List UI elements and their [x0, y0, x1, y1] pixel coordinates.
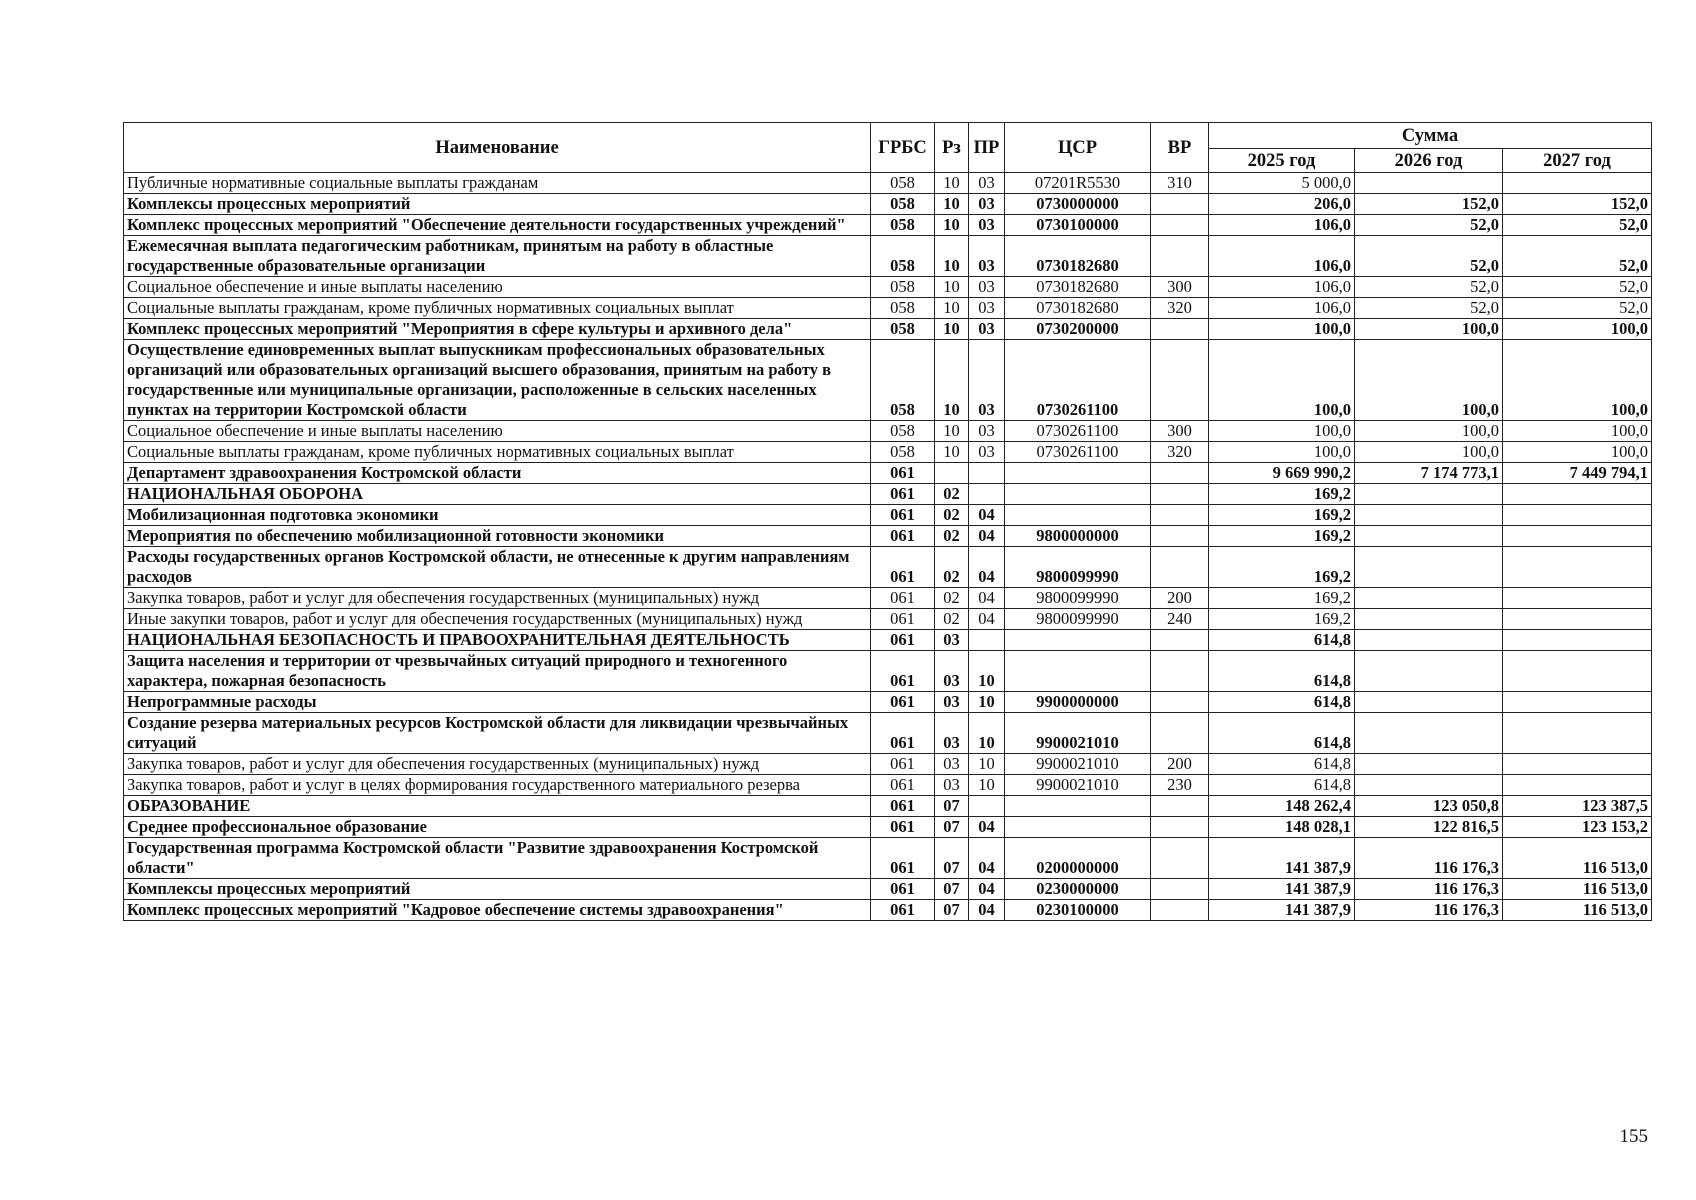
cell-vr — [1151, 838, 1209, 879]
cell-pr: 03 — [969, 194, 1005, 215]
cell-2026: 100,0 — [1355, 421, 1503, 442]
table-body — [124, 173, 1652, 921]
cell-2027: 123 153,2 — [1503, 817, 1652, 838]
cell-csr — [1005, 484, 1151, 505]
cell-csr: 9900021010 — [1005, 713, 1151, 754]
table-row — [124, 817, 1652, 838]
table-row — [124, 173, 1652, 194]
cell-grbs: 061 — [871, 692, 935, 713]
cell-2026: 100,0 — [1355, 319, 1503, 340]
cell-2026: 52,0 — [1355, 277, 1503, 298]
cell-grbs: 061 — [871, 817, 935, 838]
table-row — [124, 236, 1652, 277]
cell-2025: 106,0 — [1209, 236, 1355, 277]
cell-csr: 0730200000 — [1005, 319, 1151, 340]
cell-name: Комплексы процессных мероприятий — [124, 194, 871, 215]
cell-2025: 100,0 — [1209, 340, 1355, 421]
cell-grbs: 061 — [871, 609, 935, 630]
cell-name: Социальные выплаты гражданам, кроме публичных нормативных социальных выплат — [124, 298, 871, 319]
cell-csr: 9800000000 — [1005, 526, 1151, 547]
cell-name: Среднее профессиональное образование — [124, 817, 871, 838]
cell-rz: 02 — [935, 484, 969, 505]
budget-table — [123, 122, 1652, 921]
cell-csr: 0730000000 — [1005, 194, 1151, 215]
cell-csr: 0730182680 — [1005, 277, 1151, 298]
table-row — [124, 340, 1652, 421]
cell-pr: 03 — [969, 298, 1005, 319]
cell-pr: 04 — [969, 505, 1005, 526]
cell-csr: 9800099990 — [1005, 547, 1151, 588]
cell-grbs: 061 — [871, 588, 935, 609]
cell-name: Иные закупки товаров, работ и услуг для обеспечения государственных (муниципальных) нужд — [124, 609, 871, 630]
header-year-2026: 2026 год — [1355, 149, 1503, 173]
cell-2026 — [1355, 609, 1503, 630]
cell-2025: 169,2 — [1209, 547, 1355, 588]
cell-grbs: 058 — [871, 421, 935, 442]
cell-2025: 169,2 — [1209, 609, 1355, 630]
cell-csr: 0730182680 — [1005, 236, 1151, 277]
table-row — [124, 692, 1652, 713]
cell-pr: 03 — [969, 442, 1005, 463]
table-row — [124, 463, 1652, 484]
cell-grbs: 058 — [871, 194, 935, 215]
header-year-2025: 2025 год — [1209, 149, 1355, 173]
cell-name: Комплексы процессных мероприятий — [124, 879, 871, 900]
header-grbs: ГРБС — [871, 123, 935, 173]
cell-2026 — [1355, 526, 1503, 547]
cell-rz: 03 — [935, 630, 969, 651]
table-row — [124, 505, 1652, 526]
cell-vr — [1151, 817, 1209, 838]
cell-rz: 02 — [935, 526, 969, 547]
cell-2025: 169,2 — [1209, 526, 1355, 547]
cell-name: Государственная программа Костромской области "Развитие здравоохранения Костромской области" — [124, 838, 871, 879]
cell-rz: 03 — [935, 651, 969, 692]
cell-rz: 03 — [935, 775, 969, 796]
cell-rz: 10 — [935, 173, 969, 194]
table-row — [124, 215, 1652, 236]
cell-vr — [1151, 236, 1209, 277]
cell-2026 — [1355, 775, 1503, 796]
cell-vr: 200 — [1151, 588, 1209, 609]
header-sum: Сумма — [1209, 123, 1652, 149]
cell-2027 — [1503, 526, 1652, 547]
cell-grbs: 061 — [871, 879, 935, 900]
cell-2027: 7 449 794,1 — [1503, 463, 1652, 484]
cell-2025: 106,0 — [1209, 277, 1355, 298]
cell-2027 — [1503, 754, 1652, 775]
cell-2026: 100,0 — [1355, 442, 1503, 463]
cell-vr: 320 — [1151, 442, 1209, 463]
cell-2025: 100,0 — [1209, 319, 1355, 340]
cell-vr — [1151, 692, 1209, 713]
cell-2027 — [1503, 547, 1652, 588]
cell-pr: 03 — [969, 277, 1005, 298]
cell-name: Защита населения и территории от чрезвычайных ситуаций природного и техногенного характера, пожарная безопасность — [124, 651, 871, 692]
cell-pr: 04 — [969, 526, 1005, 547]
cell-rz: 07 — [935, 796, 969, 817]
cell-2027: 100,0 — [1503, 319, 1652, 340]
cell-pr: 04 — [969, 838, 1005, 879]
cell-pr: 04 — [969, 900, 1005, 921]
cell-grbs: 058 — [871, 340, 935, 421]
cell-2026: 123 050,8 — [1355, 796, 1503, 817]
cell-csr: 0730261100 — [1005, 340, 1151, 421]
cell-name: ОБРАЗОВАНИЕ — [124, 796, 871, 817]
cell-rz: 02 — [935, 547, 969, 588]
cell-name: Социальное обеспечение и иные выплаты населению — [124, 421, 871, 442]
cell-csr — [1005, 463, 1151, 484]
cell-pr: 04 — [969, 547, 1005, 588]
cell-pr: 04 — [969, 588, 1005, 609]
cell-pr: 10 — [969, 651, 1005, 692]
cell-2025: 106,0 — [1209, 215, 1355, 236]
cell-name: Создание резерва материальных ресурсов Костромской области для ликвидации чрезвычайных ситуаций — [124, 713, 871, 754]
cell-2027 — [1503, 775, 1652, 796]
cell-csr — [1005, 817, 1151, 838]
page-number: 155 — [1619, 1126, 1648, 1147]
cell-grbs: 061 — [871, 775, 935, 796]
cell-vr — [1151, 713, 1209, 754]
cell-vr — [1151, 900, 1209, 921]
cell-rz: 10 — [935, 442, 969, 463]
cell-grbs: 061 — [871, 630, 935, 651]
cell-2025: 614,8 — [1209, 775, 1355, 796]
table-row — [124, 713, 1652, 754]
cell-csr: 9800099990 — [1005, 588, 1151, 609]
cell-2025: 169,2 — [1209, 588, 1355, 609]
cell-vr — [1151, 463, 1209, 484]
cell-2027 — [1503, 630, 1652, 651]
table-row — [124, 775, 1652, 796]
cell-2025: 141 387,9 — [1209, 879, 1355, 900]
cell-rz: 10 — [935, 215, 969, 236]
cell-name: Департамент здравоохранения Костромской области — [124, 463, 871, 484]
cell-2025: 614,8 — [1209, 754, 1355, 775]
cell-pr: 03 — [969, 236, 1005, 277]
header-name: Наименование — [124, 123, 871, 173]
cell-grbs: 058 — [871, 442, 935, 463]
cell-name: Непрограммные расходы — [124, 692, 871, 713]
cell-2025: 169,2 — [1209, 505, 1355, 526]
cell-grbs: 061 — [871, 547, 935, 588]
cell-2025: 614,8 — [1209, 692, 1355, 713]
cell-vr — [1151, 630, 1209, 651]
cell-2025: 141 387,9 — [1209, 900, 1355, 921]
cell-2026: 52,0 — [1355, 298, 1503, 319]
cell-csr: 0730182680 — [1005, 298, 1151, 319]
cell-2025: 614,8 — [1209, 630, 1355, 651]
cell-grbs: 061 — [871, 713, 935, 754]
cell-csr — [1005, 651, 1151, 692]
cell-2027: 116 513,0 — [1503, 879, 1652, 900]
cell-rz: 10 — [935, 298, 969, 319]
header-vr: ВР — [1151, 123, 1209, 173]
cell-2026 — [1355, 588, 1503, 609]
cell-rz: 10 — [935, 340, 969, 421]
cell-name: Мобилизационная подготовка экономики — [124, 505, 871, 526]
cell-2027: 123 387,5 — [1503, 796, 1652, 817]
cell-2025: 148 262,4 — [1209, 796, 1355, 817]
cell-2027 — [1503, 505, 1652, 526]
cell-grbs: 061 — [871, 900, 935, 921]
cell-2026: 116 176,3 — [1355, 900, 1503, 921]
cell-2025: 106,0 — [1209, 298, 1355, 319]
cell-vr: 240 — [1151, 609, 1209, 630]
cell-name: Публичные нормативные социальные выплаты гражданам — [124, 173, 871, 194]
cell-2026 — [1355, 505, 1503, 526]
cell-2026 — [1355, 547, 1503, 588]
header-pr: ПР — [969, 123, 1005, 173]
cell-csr: 0230100000 — [1005, 900, 1151, 921]
cell-2026 — [1355, 692, 1503, 713]
cell-rz: 03 — [935, 754, 969, 775]
cell-2026 — [1355, 173, 1503, 194]
cell-rz: 02 — [935, 609, 969, 630]
cell-pr: 04 — [969, 879, 1005, 900]
cell-name: Осуществление единовременных выплат выпускникам профессиональных образовательных организаций или образовательных организаций высшего образования, принятым на работу в государственные или муниципальные организации, расположенные в сельских населенных пунктах на территории Костромской области — [124, 340, 871, 421]
cell-vr — [1151, 340, 1209, 421]
cell-csr — [1005, 505, 1151, 526]
cell-pr: 03 — [969, 173, 1005, 194]
cell-pr: 10 — [969, 713, 1005, 754]
cell-grbs: 061 — [871, 463, 935, 484]
table-row — [124, 319, 1652, 340]
cell-2027: 152,0 — [1503, 194, 1652, 215]
cell-vr: 320 — [1151, 298, 1209, 319]
cell-csr: 9900000000 — [1005, 692, 1151, 713]
cell-name: Закупка товаров, работ и услуг в целях формирования государственного материального резерва — [124, 775, 871, 796]
cell-pr: 10 — [969, 692, 1005, 713]
table-row — [124, 298, 1652, 319]
cell-2026 — [1355, 484, 1503, 505]
cell-grbs: 061 — [871, 526, 935, 547]
cell-pr — [969, 484, 1005, 505]
cell-2027: 100,0 — [1503, 421, 1652, 442]
cell-rz: 10 — [935, 277, 969, 298]
cell-2026 — [1355, 651, 1503, 692]
cell-pr: 03 — [969, 340, 1005, 421]
cell-pr: 04 — [969, 609, 1005, 630]
cell-vr — [1151, 319, 1209, 340]
cell-2026: 116 176,3 — [1355, 838, 1503, 879]
cell-2026 — [1355, 630, 1503, 651]
cell-pr — [969, 796, 1005, 817]
cell-pr: 10 — [969, 754, 1005, 775]
cell-vr — [1151, 505, 1209, 526]
cell-rz: 07 — [935, 900, 969, 921]
cell-csr — [1005, 630, 1151, 651]
cell-2025: 9 669 990,2 — [1209, 463, 1355, 484]
cell-pr — [969, 630, 1005, 651]
cell-vr — [1151, 215, 1209, 236]
cell-2026 — [1355, 754, 1503, 775]
cell-2025: 148 028,1 — [1209, 817, 1355, 838]
cell-name: НАЦИОНАЛЬНАЯ БЕЗОПАСНОСТЬ И ПРАВООХРАНИТЕЛЬНАЯ ДЕЯТЕЛЬНОСТЬ — [124, 630, 871, 651]
cell-2026: 100,0 — [1355, 340, 1503, 421]
cell-grbs: 058 — [871, 236, 935, 277]
cell-grbs: 061 — [871, 484, 935, 505]
cell-vr — [1151, 526, 1209, 547]
cell-vr — [1151, 651, 1209, 692]
cell-rz: 10 — [935, 319, 969, 340]
cell-grbs: 058 — [871, 298, 935, 319]
cell-grbs: 061 — [871, 796, 935, 817]
cell-rz: 02 — [935, 505, 969, 526]
cell-vr: 310 — [1151, 173, 1209, 194]
table-row — [124, 900, 1652, 921]
cell-csr — [1005, 796, 1151, 817]
cell-grbs: 058 — [871, 215, 935, 236]
cell-name: Закупка товаров, работ и услуг для обеспечения государственных (муниципальных) нужд — [124, 754, 871, 775]
cell-2027 — [1503, 692, 1652, 713]
cell-name: Комплекс процессных мероприятий "Мероприятия в сфере культуры и архивного дела" — [124, 319, 871, 340]
cell-grbs: 058 — [871, 319, 935, 340]
cell-vr — [1151, 796, 1209, 817]
cell-pr: 10 — [969, 775, 1005, 796]
cell-grbs: 058 — [871, 277, 935, 298]
cell-pr: 04 — [969, 817, 1005, 838]
cell-rz: 02 — [935, 588, 969, 609]
cell-name: Ежемесячная выплата педагогическим работникам, принятым на работу в областные государственные образовательные организации — [124, 236, 871, 277]
cell-grbs: 061 — [871, 754, 935, 775]
cell-2025: 614,8 — [1209, 651, 1355, 692]
cell-csr: 9900021010 — [1005, 754, 1151, 775]
cell-2027: 52,0 — [1503, 215, 1652, 236]
cell-2025: 169,2 — [1209, 484, 1355, 505]
cell-rz: 07 — [935, 838, 969, 879]
cell-rz: 07 — [935, 817, 969, 838]
table-row — [124, 526, 1652, 547]
cell-vr — [1151, 879, 1209, 900]
table-row — [124, 277, 1652, 298]
cell-vr — [1151, 547, 1209, 588]
cell-rz: 10 — [935, 421, 969, 442]
cell-vr: 300 — [1151, 277, 1209, 298]
cell-2026 — [1355, 713, 1503, 754]
cell-csr: 0730261100 — [1005, 421, 1151, 442]
table-row — [124, 651, 1652, 692]
cell-grbs: 061 — [871, 838, 935, 879]
cell-2027: 100,0 — [1503, 442, 1652, 463]
cell-csr: 0200000000 — [1005, 838, 1151, 879]
cell-vr: 230 — [1151, 775, 1209, 796]
cell-name: НАЦИОНАЛЬНАЯ ОБОРОНА — [124, 484, 871, 505]
cell-csr: 0730261100 — [1005, 442, 1151, 463]
table-row — [124, 609, 1652, 630]
cell-2025: 100,0 — [1209, 421, 1355, 442]
table-row — [124, 754, 1652, 775]
cell-2026: 116 176,3 — [1355, 879, 1503, 900]
cell-rz: 10 — [935, 194, 969, 215]
cell-2027 — [1503, 713, 1652, 754]
header-rz: Рз — [935, 123, 969, 173]
cell-vr — [1151, 484, 1209, 505]
cell-grbs: 061 — [871, 505, 935, 526]
cell-2026: 7 174 773,1 — [1355, 463, 1503, 484]
cell-csr: 0730100000 — [1005, 215, 1151, 236]
cell-2027: 52,0 — [1503, 298, 1652, 319]
cell-2027: 52,0 — [1503, 277, 1652, 298]
cell-name: Социальное обеспечение и иные выплаты населению — [124, 277, 871, 298]
cell-2025: 5 000,0 — [1209, 173, 1355, 194]
cell-2027: 116 513,0 — [1503, 900, 1652, 921]
cell-vr — [1151, 194, 1209, 215]
cell-rz: 07 — [935, 879, 969, 900]
cell-2027 — [1503, 588, 1652, 609]
table-row — [124, 194, 1652, 215]
table-row — [124, 588, 1652, 609]
table-row — [124, 442, 1652, 463]
cell-name: Комплекс процессных мероприятий "Кадровое обеспечение системы здравоохранения" — [124, 900, 871, 921]
cell-2025: 100,0 — [1209, 442, 1355, 463]
cell-name: Закупка товаров, работ и услуг для обеспечения государственных (муниципальных) нужд — [124, 588, 871, 609]
cell-2027: 116 513,0 — [1503, 838, 1652, 879]
cell-vr: 200 — [1151, 754, 1209, 775]
cell-rz: 03 — [935, 713, 969, 754]
header-csr: ЦСР — [1005, 123, 1151, 173]
cell-pr: 03 — [969, 319, 1005, 340]
cell-2027: 100,0 — [1503, 340, 1652, 421]
table-row — [124, 421, 1652, 442]
cell-name: Мероприятия по обеспечению мобилизационной готовности экономики — [124, 526, 871, 547]
table-row — [124, 547, 1652, 588]
cell-pr: 03 — [969, 421, 1005, 442]
cell-2025: 141 387,9 — [1209, 838, 1355, 879]
cell-2026: 122 816,5 — [1355, 817, 1503, 838]
header-year-2027: 2027 год — [1503, 149, 1652, 173]
cell-vr: 300 — [1151, 421, 1209, 442]
cell-csr: 07201R5530 — [1005, 173, 1151, 194]
cell-2026: 152,0 — [1355, 194, 1503, 215]
cell-grbs: 058 — [871, 173, 935, 194]
cell-name: Комплекс процессных мероприятий "Обеспечение деятельности государственных учреждений" — [124, 215, 871, 236]
cell-grbs: 061 — [871, 651, 935, 692]
cell-2027 — [1503, 173, 1652, 194]
cell-2026: 52,0 — [1355, 236, 1503, 277]
cell-2025: 614,8 — [1209, 713, 1355, 754]
cell-2026: 52,0 — [1355, 215, 1503, 236]
table-row — [124, 630, 1652, 651]
cell-2025: 206,0 — [1209, 194, 1355, 215]
cell-2027 — [1503, 651, 1652, 692]
cell-csr: 9800099990 — [1005, 609, 1151, 630]
cell-name: Социальные выплаты гражданам, кроме публичных нормативных социальных выплат — [124, 442, 871, 463]
cell-pr: 03 — [969, 215, 1005, 236]
table-row — [124, 879, 1652, 900]
cell-rz — [935, 463, 969, 484]
cell-2027 — [1503, 609, 1652, 630]
cell-rz: 10 — [935, 236, 969, 277]
cell-2027 — [1503, 484, 1652, 505]
table-row — [124, 484, 1652, 505]
cell-csr: 9900021010 — [1005, 775, 1151, 796]
cell-pr — [969, 463, 1005, 484]
cell-name: Расходы государственных органов Костромской области, не отнесенные к другим направлениям расходов — [124, 547, 871, 588]
cell-csr: 0230000000 — [1005, 879, 1151, 900]
cell-2027: 52,0 — [1503, 236, 1652, 277]
table-row — [124, 838, 1652, 879]
table-row — [124, 796, 1652, 817]
cell-rz: 03 — [935, 692, 969, 713]
